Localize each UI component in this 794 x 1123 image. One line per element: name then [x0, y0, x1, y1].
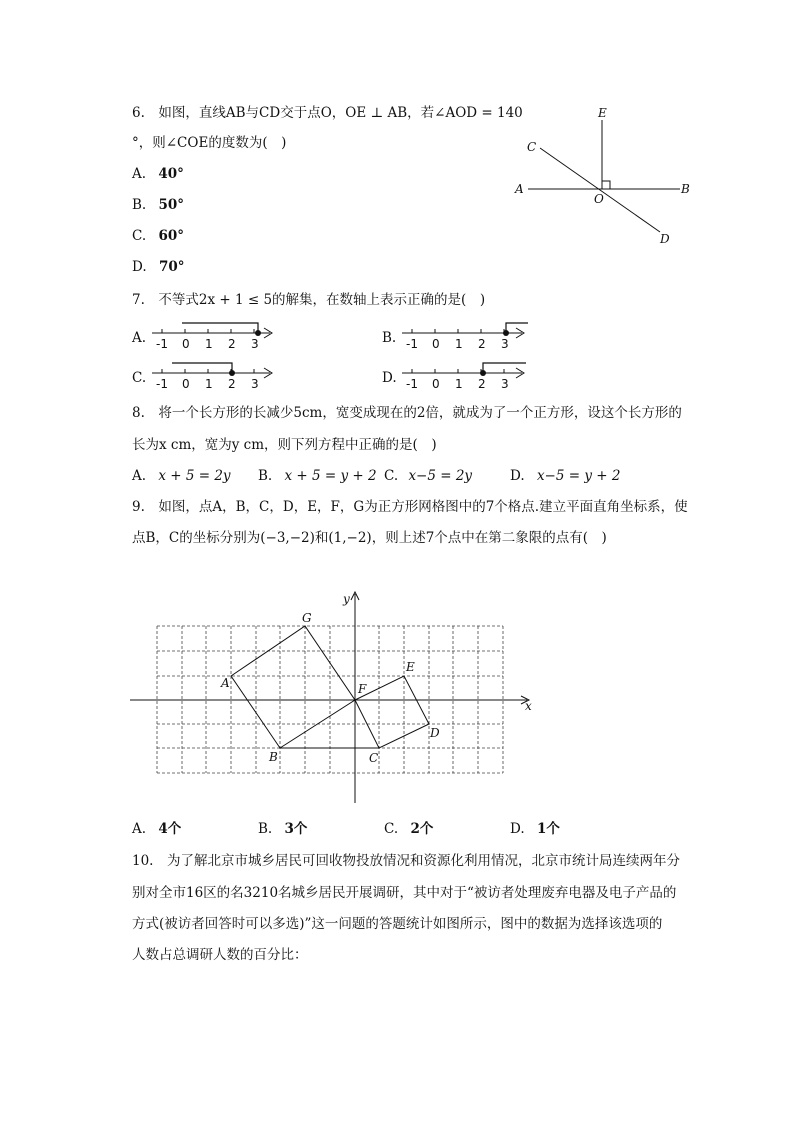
- solution-marker: [182, 323, 258, 333]
- svg-text:3: 3: [501, 337, 509, 351]
- option-key: D.: [510, 468, 525, 484]
- q8-option-a[interactable]: [132, 467, 231, 485]
- q6-option-c[interactable]: [132, 227, 184, 245]
- option-text: x + 5 = y + 2: [284, 468, 377, 484]
- option-key: C.: [132, 228, 147, 244]
- option-key: A.: [132, 166, 147, 182]
- label-a: A: [515, 182, 524, 196]
- q9-grid-figure: [125, 588, 545, 808]
- q9-option-c[interactable]: [384, 820, 433, 838]
- svg-text:1: 1: [205, 337, 213, 351]
- svg-text:0: 0: [182, 337, 190, 351]
- q8-stem-line1: 8. 将一个长方形的长减少5cm，宽变成现在的2倍，就成为了一个正方形，设这个长方形的: [132, 405, 682, 421]
- option-key: A.: [132, 821, 147, 837]
- q8-stem-line2: 长为x cm，宽为y cm，则下列方程中正确的是( ): [132, 437, 437, 453]
- q9-option-d[interactable]: [510, 820, 560, 838]
- svg-text:-1: -1: [406, 337, 418, 351]
- solid-endpoint: [229, 370, 235, 376]
- option-key: B.: [132, 197, 147, 213]
- q6-option-d[interactable]: [132, 258, 184, 276]
- q7-option-b-key[interactable]: B.: [382, 330, 397, 346]
- q10-stem-line2: 别对全市16区的名3210名城乡居民开展调研，其中对于“被访者处理废弃电器及电子产品的: [132, 885, 677, 901]
- label-d: D: [430, 726, 440, 740]
- q6-stem-line2: °，则∠COE的度数为( ): [132, 135, 287, 151]
- svg-text:2: 2: [478, 337, 486, 351]
- q10-stem-line3: 方式(被访者回答时可以多选)”这一问题的答题统计如图所示，图中的数据为选择该选项的: [132, 916, 663, 932]
- label-b: B: [681, 182, 690, 196]
- line-cd: [540, 148, 660, 232]
- q7-stem: 7. 不等式2x + 1 ≤ 5的解集，在数轴上表示正确的是( ): [132, 292, 486, 308]
- q10-stem-line1: 10. 为了解北京市城乡居民可回收物投放情况和资源化利用情况，北京市统计局连续两年分: [132, 853, 680, 869]
- option-text: 3个: [284, 821, 308, 837]
- svg-text:-1: -1: [156, 377, 168, 391]
- svg-text:-1: -1: [406, 377, 418, 391]
- svg-text:-1: -1: [156, 337, 168, 351]
- option-text: 60°: [158, 228, 184, 244]
- option-key: B.: [258, 468, 273, 484]
- svg-text:0: 0: [432, 377, 440, 391]
- right-angle-mark: [602, 181, 610, 189]
- option-text: 1个: [536, 821, 560, 837]
- svg-text:1: 1: [455, 377, 463, 391]
- q6-stem-line1: 6. 如图，直线AB与CD交于点O，OE ⊥ AB，若∠AOD = 140: [132, 105, 523, 121]
- label-e: E: [598, 106, 607, 120]
- option-key: A.: [132, 468, 147, 484]
- q7-number-line-d: [402, 358, 532, 393]
- q9-option-a[interactable]: [132, 820, 181, 838]
- q6-option-b[interactable]: [132, 196, 184, 214]
- option-key: B.: [258, 821, 273, 837]
- solid-endpoint: [255, 330, 261, 336]
- q7-number-line-c: [152, 358, 277, 393]
- q6-option-a[interactable]: [132, 165, 184, 183]
- svg-text:2: 2: [228, 337, 236, 351]
- solid-endpoint: [480, 370, 486, 376]
- solution-marker: [172, 363, 232, 373]
- label-x: x: [525, 699, 532, 713]
- shape-agfb: [231, 626, 355, 748]
- option-text: 2个: [410, 821, 434, 837]
- option-text: x + 5 = 2y: [158, 468, 231, 484]
- svg-text:2: 2: [228, 377, 236, 391]
- option-text: x−5 = y + 2: [536, 468, 621, 484]
- svg-text:3: 3: [501, 377, 509, 391]
- label-g: G: [302, 611, 312, 625]
- label-y: y: [343, 592, 350, 606]
- option-key: D.: [132, 259, 147, 275]
- q10-stem-line4: 人数占总调研人数的百分比：: [132, 947, 308, 963]
- label-e: E: [406, 660, 415, 674]
- svg-text:3: 3: [251, 377, 259, 391]
- label-d: D: [660, 232, 670, 246]
- label-c: C: [369, 751, 379, 765]
- label-f: F: [358, 682, 367, 696]
- q7-number-line-b: [402, 318, 532, 353]
- q9-stem-line2: 点B，C的坐标分别为(−3,−2)和(1,−2)，则上述7个点中在第二象限的点有( ): [132, 530, 607, 546]
- option-key: C.: [384, 821, 399, 837]
- q7-option-c-key[interactable]: C.: [132, 370, 147, 386]
- q7-option-d-key[interactable]: D.: [382, 370, 397, 386]
- q8-option-c[interactable]: [384, 467, 472, 485]
- svg-text:0: 0: [432, 337, 440, 351]
- svg-text:1: 1: [205, 377, 213, 391]
- svg-text:3: 3: [251, 337, 259, 351]
- option-text: 4个: [158, 821, 182, 837]
- label-a: A: [221, 676, 230, 690]
- label-b: B: [269, 750, 278, 764]
- solution-marker: [506, 323, 528, 333]
- q9-option-b[interactable]: [258, 820, 307, 838]
- q8-option-d[interactable]: [510, 467, 620, 485]
- label-o: O: [594, 192, 604, 206]
- option-text: 40°: [158, 166, 184, 182]
- option-text: 70°: [158, 259, 185, 275]
- q9-stem-line1: 9. 如图，点A，B，C，D，E，F，G为正方形网格图中的7个格点.建立平面直角坐标系，使: [132, 499, 688, 515]
- q7-option-a-key[interactable]: A.: [132, 330, 147, 346]
- svg-text:2: 2: [478, 377, 486, 391]
- q7-number-line-a: [152, 318, 277, 353]
- svg-text:1: 1: [455, 337, 463, 351]
- option-key: C.: [384, 468, 399, 484]
- option-text: x−5 = 2y: [408, 468, 473, 484]
- q6-angle-figure: [510, 100, 700, 250]
- svg-text:0: 0: [182, 377, 190, 391]
- q8-option-b[interactable]: [258, 467, 377, 485]
- solid-endpoint: [503, 330, 509, 336]
- label-c: C: [527, 140, 537, 154]
- option-key: D.: [510, 821, 525, 837]
- option-text: 50°: [158, 197, 185, 213]
